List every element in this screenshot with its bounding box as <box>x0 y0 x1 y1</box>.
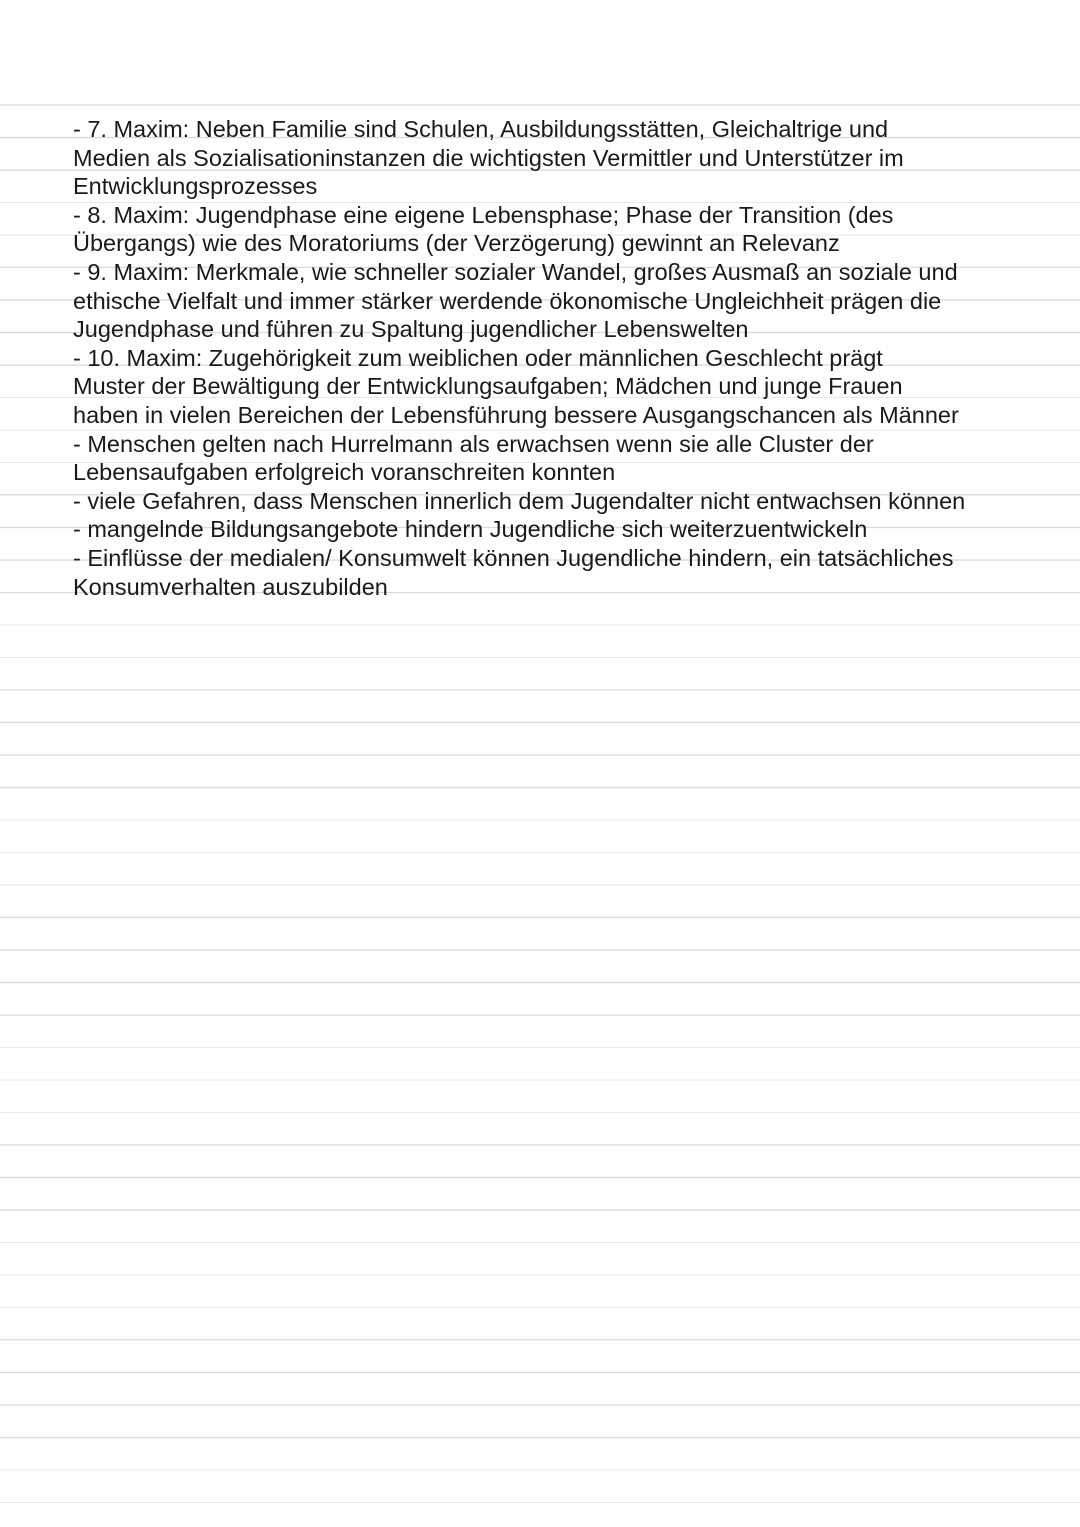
text-line: - 7. Maxim: Neben Familie sind Schulen, Ausbildungsstätten, Gleichaltrige und <box>73 116 889 142</box>
text-line: - 8. Maxim: Jugendphase eine eigene Lebensphase; Phase der Transition (des <box>73 201 894 228</box>
text-line: Konsumverhalten auszubilden <box>73 573 388 600</box>
text-line: haben in vielen Bereichen der Lebensführung bessere Ausgangschancen als Männer <box>73 401 959 428</box>
notes-text-block <box>73 115 1033 601</box>
text-line: Jugendphase und führen zu Spaltung jugendlicher Lebenswelten <box>73 316 749 343</box>
text-line: - 9. Maxim: Merkmale, wie schneller sozialer Wandel, großes Ausmaß an soziale und <box>73 258 958 285</box>
text-line: Lebensaufgaben erfolgreich voranschreiten konnten <box>73 459 616 486</box>
text-line: Medien als Sozialisationinstanzen die wichtigsten Vermittler und Unterstützer im <box>73 144 904 171</box>
text-line: - mangelnde Bildungsangebote hindern Jugendliche sich weiterzuentwickeln <box>73 516 868 543</box>
text-line: Übergangs) wie des Moratoriums (der Verzögerung) gewinnt an Relevanz <box>73 230 840 257</box>
text-line: - viele Gefahren, dass Menschen innerlich dem Jugendalter nicht entwachsen können <box>73 487 966 514</box>
text-line: - Menschen gelten nach Hurrelmann als erwachsen wenn sie alle Cluster der <box>73 430 874 457</box>
text-line: - 10. Maxim: Zugehörigkeit zum weiblichen oder männlichen Geschlecht prägt <box>73 344 883 371</box>
text-line: - Einflüsse der medialen/ Konsumwelt können Jugendliche hindern, ein tatsächliches <box>73 544 954 571</box>
text-line: Entwicklungsprozesses <box>73 173 318 200</box>
text-line: ethische Vielfalt und immer stärker werdende ökonomische Ungleichheit prägen die <box>73 287 942 314</box>
text-line: Muster der Bewältigung der Entwicklungsaufgaben; Mädchen und junge Frauen <box>73 373 903 400</box>
